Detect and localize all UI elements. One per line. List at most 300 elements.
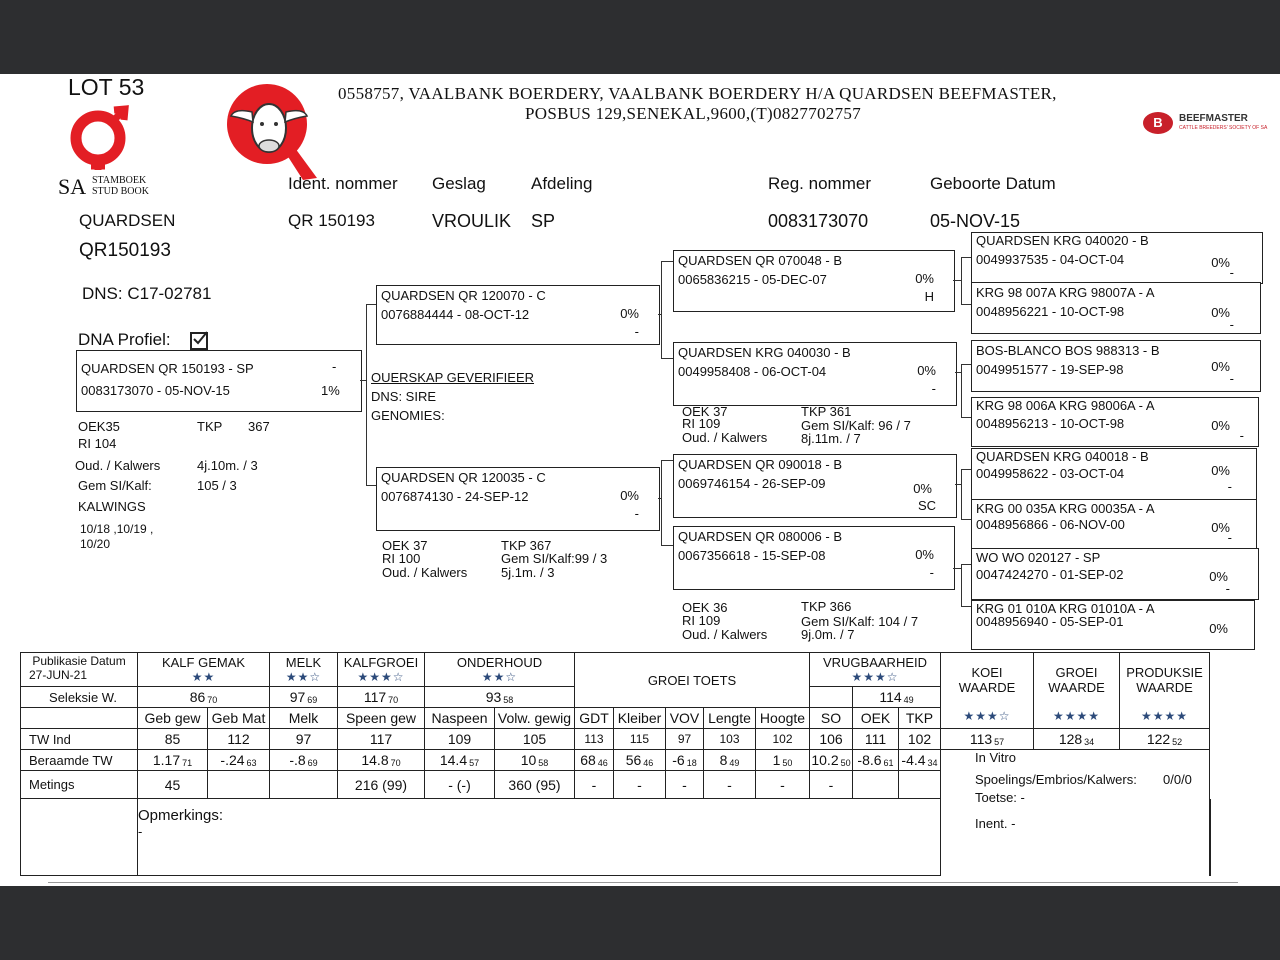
gp-box-4 [673,526,955,590]
spoelings-value: 0/0/0 [1163,772,1192,787]
vrug-header [810,653,941,687]
sa-logo-line2: STUD BOOK [92,186,149,197]
ber-value [853,750,899,771]
ggp-pct: 0% [1209,621,1228,636]
sel-value: 93 [485,689,502,705]
index-acc: 52 [1172,737,1183,747]
kalf-gemak-label: KALF GEMAK [161,655,246,670]
onderhoud-header [425,653,575,687]
ber-value [666,750,704,771]
ggp-pct: 0% [1211,255,1230,270]
ggp-pct: 0% [1211,463,1230,478]
ggp-reg: 0047424270 - 01-SEP-02 [976,567,1124,582]
ber-acc: 70 [390,758,401,768]
ber-value [704,750,756,771]
ber-value [756,750,810,771]
ber-acc: 49 [729,758,740,768]
gp-bottom-oud: Oud. / Kalwers [682,627,768,642]
ber-acc: 34 [927,758,938,768]
koei-stars: ★★★☆ [963,709,1011,723]
animal-name: QUARDSEN [79,211,176,230]
gp-name: QUARDSEN QR 080006 - B [678,529,843,544]
pedigree-line [961,469,971,470]
met-value [853,771,899,799]
seleksie-label: Seleksie W. [21,687,138,708]
bottom-bar [0,886,1280,960]
sire-reg: 0076884444 - 08-OCT-12 [381,307,530,322]
ber-acc: 71 [182,758,193,768]
col-empty [21,708,138,729]
ber-acc: 50 [782,758,793,768]
kalfgroei-header [338,653,425,687]
ber-acc: 46 [597,758,608,768]
dam-reg: 0076874130 - 24-SEP-12 [381,489,529,504]
groei-label-2: WAARDE [1048,680,1105,695]
column-header: SO [810,708,853,729]
ggp-box-6 [971,499,1257,549]
dob-value: 05-NOV-15 [930,211,1021,231]
top-bar [0,0,1280,74]
sa-logo-line1: STAMBOEK [92,175,147,186]
tw-label: TW Ind [21,729,138,750]
gp-bottom-gem: Gem SI/Kalf: 104 / 7 [801,614,919,629]
ber-value [270,750,338,771]
sel-melk [270,687,338,708]
pedigree-line [961,469,962,520]
index-acc: 34 [1084,737,1095,747]
reg-value: 0083173070 [768,211,869,231]
kalfgroei-label: KALFGROEI [343,655,419,670]
gp-bottom-age: 9j.0m. / 7 [801,627,855,642]
ber-value [810,750,853,771]
pedigree-line [366,304,367,485]
animal-oek: OEK35 [78,419,120,434]
pedigree-line [961,606,971,607]
met-value: - [614,771,666,799]
met-value: - (-) [425,771,495,799]
ggp-name: BOS-BLANCO BOS 988313 - B [976,343,1160,358]
ggp-name: KRG 00 035A KRG 00035A - A [976,501,1155,516]
sire-pct: 0% [620,306,639,321]
tw-value: 85 [138,729,208,750]
sa-logo-letters: SA [58,174,87,199]
sel-onderhoud [425,687,575,708]
ggp-dash: - [1229,371,1234,386]
pedigree-line [961,564,962,607]
gp-box-2 [673,342,957,406]
column-header: GDT [575,708,614,729]
ber-acc: 63 [246,758,257,768]
ggp-dash: - [1227,479,1232,494]
animal-oud-label: Oud. / Kalwers [75,458,161,473]
gp-box-3 [673,454,957,518]
ggp-reg: 0049937535 - 04-OCT-04 [976,252,1125,267]
stud-certificate [0,74,1280,886]
sel-value: 97 [289,689,306,705]
ber-number: -4.4 [901,752,926,768]
sel-acc: 70 [388,695,399,705]
dna-checkbox[interactable] [190,332,208,350]
pub-cell [21,653,138,687]
ggp-name: KRG 98 007A KRG 98007A - A [976,285,1155,300]
ggp-box-1 [971,232,1263,284]
pedigree-line [961,417,971,418]
parentage-verified: OUERSKAP GEVERIFIEER [371,370,535,385]
gp-pct: 0% [915,547,934,562]
met-label: Metings [21,771,138,799]
ggp-reg: 0048956866 - 06-NOV-00 [976,517,1125,532]
pub-label: Publikasie Datum [32,654,126,668]
sel-value: 114 [879,689,902,705]
tw-value: 117 [338,729,425,750]
pedigree-line [661,460,673,461]
column-header: Hoogte [756,708,810,729]
inent: Inent. - [975,816,1016,831]
gp-top-ri: RI 109 [682,416,721,431]
column-header: Geb gew [138,708,208,729]
met-value: - [575,771,614,799]
ggp-name: QUARDSEN KRG 040020 - B [976,233,1149,248]
pedigree-line [961,364,962,418]
dam-pct: 0% [620,488,639,503]
animal-box-reg: 0083173070 - 05-NOV-15 [81,383,230,398]
met-value: - [704,771,756,799]
ber-acc: 18 [686,758,697,768]
ber-value [425,750,495,771]
met-value [899,771,941,799]
gp-dash: - [931,381,936,396]
verification-genomies: GENOMIES: [371,408,445,423]
onderhoud-label: ONDERHOUD [456,655,543,670]
ggp-box-7 [971,548,1259,600]
tw-value: 102 [756,729,810,750]
beefmaster-subtext: CATTLE BREEDERS' SOCIETY OF SA [1179,125,1268,131]
ggp-name: KRG 01 010A KRG 01010A - A [976,601,1155,616]
animal-ri: RI 104 [78,436,117,451]
side-notes-cell [941,750,1210,876]
tw-value: 103 [704,729,756,750]
check-icon [192,331,208,347]
column-header: VOV [666,708,704,729]
beefmaster-logo [1143,112,1273,136]
verification-dns: DNS: SIRE [371,389,437,404]
sire-name: QUARDSEN QR 120070 - C [381,288,546,303]
opm-blank [21,799,138,876]
kalfgroei-stars: ★★★☆ [357,670,405,684]
toetse: Toetse: - [975,790,1025,805]
performance-table [20,652,1211,876]
vrug-stars: ★★★☆ [851,670,899,684]
groei-toets-header [575,653,810,708]
section-label: Afdeling [531,174,593,193]
tw-value: 113 [575,729,614,750]
ggp-dash: - [1229,317,1234,332]
dam-dash: - [634,506,639,521]
dam-oud: Oud. / Kalwers [382,565,468,580]
breeder-line-1: 0558757, VAALBANK BOERDERY, VAALBANK BOERDERY H/A QUARDSEN BEEFMASTER, [338,84,1057,103]
gp-name: QUARDSEN QR 090018 - B [678,457,843,472]
ber-label: Beraamde TW [21,750,138,771]
pedigree-line [961,257,971,258]
tw-value: 97 [270,729,338,750]
ggp-box-2 [971,282,1261,334]
ggp-pct: 0% [1211,359,1230,374]
in-vitro: In Vitro [975,750,1016,765]
kalwings-dates-1: 10/18 ,10/19 , [80,522,154,536]
sel-vrug-empty [810,687,853,708]
melk-header [270,653,338,687]
ggp-reg: 0049951577 - 19-SEP-98 [976,362,1124,377]
onderhoud-stars: ★★☆ [481,670,518,684]
ber-acc: 46 [643,758,654,768]
prod-label-2: WAARDE [1136,680,1193,695]
gp-bottom-oek: OEK 36 [682,600,728,615]
lot-number: LOT 53 [68,74,145,100]
sel-acc: 58 [503,695,514,705]
ggp-name: WO WO 020127 - SP [976,550,1101,565]
tw-value: 105 [495,729,575,750]
ggp-dash: - [1227,530,1232,545]
prod-waarde-header [1120,653,1210,729]
animal-gem: 105 / 3 [197,478,237,493]
gp-box-1 [673,250,955,312]
met-value: - [810,771,853,799]
ber-value [495,750,575,771]
animal-box [76,350,362,412]
ber-number: 1 [772,752,781,768]
kalf-gemak-header [138,653,270,687]
dam-oek: OEK 37 [382,538,428,553]
pedigree-line [661,261,662,359]
column-header: Volw. gewig [495,708,575,729]
ggp-name: QUARDSEN KRG 040018 - B [976,449,1149,464]
pedigree-line [961,257,962,305]
ber-value [138,750,208,771]
sel-value: 86 [189,689,206,705]
gp-dash: - [929,565,934,580]
index-value [1034,729,1120,750]
ggp-box-5 [971,448,1257,500]
dns-number: DNS: C17-02781 [82,284,212,303]
bull-head-icon [225,82,335,182]
met-value: 216 (99) [338,771,425,799]
column-header: Naspeen [425,708,495,729]
gp-pct: 0% [915,271,934,286]
pedigree-line [961,519,971,520]
met-value: - [756,771,810,799]
index-number: 128 [1058,731,1083,747]
animal-oud: 4j.10m. / 3 [197,458,258,473]
pedigree-line [366,485,376,486]
column-header: Speen gew [338,708,425,729]
ber-acc: 58 [538,758,549,768]
ggp-name: KRG 98 006A KRG 98006A - A [976,398,1155,413]
sire-dash: - [634,324,639,339]
ggp-pct: 0% [1209,569,1228,584]
gp-top-oek: OEK 37 [682,404,728,419]
gp-bottom-ri: RI 109 [682,613,721,628]
met-value [208,771,270,799]
ggp-reg: 0049958622 - 03-OCT-04 [976,466,1125,481]
ggp-dash: - [1229,265,1234,280]
column-header: Kleiber [614,708,666,729]
sire-box [376,285,660,345]
animal-box-dash: - [332,359,337,374]
vrug-label: VRUGBAARHEID [822,655,928,670]
gp-top-gem: Gem SI/Kalf: 96 / 7 [801,418,911,433]
gp-reg: 0067356618 - 15-SEP-08 [678,548,826,563]
opmerkings-value: - [138,824,143,839]
column-header: Geb Mat [208,708,270,729]
ggp-dash: - [1225,581,1230,596]
kalwings-label: KALWINGS [78,499,146,514]
tw-value: 106 [810,729,853,750]
sel-value: 117 [363,689,387,705]
ggp-pct: 0% [1211,305,1230,320]
melk-label: MELK [285,655,322,670]
pedigree-line [961,304,971,305]
ber-number: 10 [520,752,537,768]
met-value: 45 [138,771,208,799]
beefmaster-text: BEEFMASTER [1179,113,1248,124]
ggp-reg: 0048956213 - 10-OCT-98 [976,416,1125,431]
index-number: 113 [969,731,993,747]
index-value [1120,729,1210,750]
breeder-line-2: POSBUS 129,SENEKAL,9600,(T)0827702757 [525,104,862,123]
dob-label: Geboorte Datum [930,174,1056,193]
gp-top-oud: Oud. / Kalwers [682,430,768,445]
pedigree-line [661,358,673,359]
dam-gem: Gem SI/Kalf:99 / 3 [501,551,608,566]
tw-value: 111 [853,729,899,750]
met-value: 360 (95) [495,771,575,799]
met-value: - [666,771,704,799]
gp-reg: 0049958408 - 06-OCT-04 [678,364,827,379]
dam-box [376,467,660,531]
prod-label-1: PRODUKSIE [1126,665,1203,680]
prod-stars: ★★★★ [1140,709,1189,723]
ber-number: 8 [719,752,728,768]
gp-dash: H [924,289,934,304]
animal-gem-label: Gem SI/Kalf: [78,478,152,493]
ident-value: QR 150193 [288,211,375,230]
sel-vrug [853,687,941,708]
index-acc: 57 [994,737,1005,747]
opmerkings-label: Opmerkings: [138,807,224,824]
index-number: 122 [1146,731,1171,747]
gp-bottom-tkp: TKP 366 [801,599,852,614]
ber-number: 1.17 [152,752,181,768]
gp-reg: 0069746154 - 26-SEP-09 [678,476,826,491]
ber-row [21,750,1211,771]
ber-number: 68 [580,752,596,768]
ggp-reg: 0048956940 - 05-SEP-01 [976,614,1124,629]
ber-acc: 69 [307,758,318,768]
animal-tkp-label: TKP [197,419,223,434]
sel-kalfgroei [338,687,425,708]
gp-top-tkp: TKP 361 [801,404,852,419]
spoelings-label: Spoelings/Embrios/Kalwers: [975,772,1137,787]
ber-acc: 61 [883,758,894,768]
ggp-pct: 0% [1211,520,1230,535]
pub-date: 27-JUN-21 [29,668,88,682]
sel-acc: 49 [903,695,914,705]
gp-dash: SC [917,498,936,513]
koei-label-2: WAARDE [958,680,1016,695]
gp-top-age: 8j.11m. / 7 [801,431,861,446]
melk-stars: ★★☆ [285,670,322,684]
sel-kalf-gemak [138,687,270,708]
pedigree-line [661,460,662,546]
tw-value: 97 [666,729,704,750]
pedigree-line [961,564,971,565]
quardsen-logo [225,82,335,182]
ggp-box-4 [971,397,1259,447]
ber-value [338,750,425,771]
ber-number: 56 [625,752,642,768]
ggp-box-8 [971,600,1255,650]
dam-tkp: TKP 367 [501,538,552,553]
column-header: Melk [270,708,338,729]
animal-tkp: 367 [248,419,270,434]
dam-age: 5j.1m. / 3 [501,565,555,580]
reg-label: Reg. nommer [768,174,871,193]
ggp-reg: 0048956221 - 10-OCT-98 [976,304,1125,319]
pedigree-line [661,545,673,546]
ident-label: Ident. nommer [288,174,398,193]
tw-value: 112 [208,729,270,750]
sex-value: VROULIK [432,211,512,231]
column-header: TKP [899,708,941,729]
beefmaster-b-icon: B [1143,112,1173,134]
ggp-pct: 0% [1211,418,1230,433]
koei-waarde-header [941,653,1034,729]
dam-name: QUARDSEN QR 120035 - C [381,470,546,485]
groei-toets-label: GROEI TOETS [647,672,737,688]
pedigree-line [366,304,376,305]
tw-value: 115 [614,729,666,750]
gp-name: QUARDSEN KRG 040030 - B [678,345,851,360]
gp-pct: 0% [917,363,936,378]
animal-box-pct: 1% [321,383,340,398]
koei-label-1: KOEI [971,665,1003,680]
ggp-box-3 [971,340,1261,392]
groei-stars: ★★★★ [1052,709,1101,723]
ber-acc: 57 [469,758,480,768]
groei-label-1: GROEI [1055,665,1098,680]
sel-acc: 70 [207,695,218,705]
tw-value: 109 [425,729,495,750]
groei-waarde-header [1034,653,1120,729]
ber-value [208,750,270,771]
gp-reg: 0065836215 - 05-DEC-07 [678,272,827,287]
sel-acc: 69 [307,695,318,705]
sex-label: Geslag [432,174,486,193]
opmerkings-cell [138,799,941,876]
ber-value [575,750,614,771]
pedigree-line [961,364,971,365]
dna-profile-label: DNA Profiel: [78,330,171,349]
kalwings-dates-2: 10/20 [80,537,111,551]
column-header: Lengte [704,708,756,729]
tw-value: 102 [899,729,941,750]
sa-studbook-logo [58,104,158,199]
dam-ri: RI 100 [382,551,421,566]
ber-number: -8.6 [857,752,882,768]
kalf-gemak-stars: ★★ [191,670,216,684]
ber-number: 14.8 [361,752,389,768]
index-value [941,729,1034,750]
